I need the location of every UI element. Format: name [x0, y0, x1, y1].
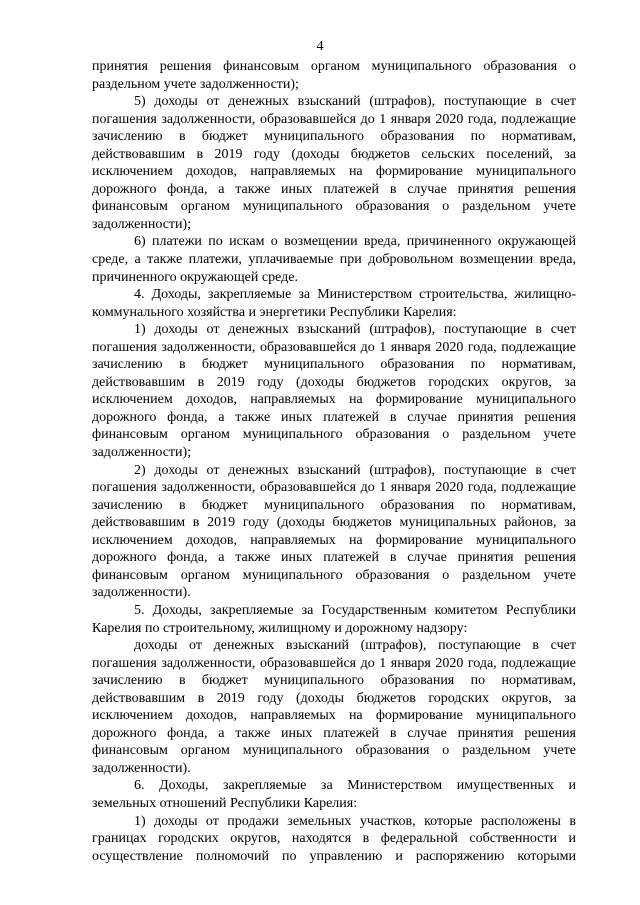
section-5-item: доходы от денежных взысканий (штрафов), поступающие в счет погашения задолженности, образовавшейся до 1 января 2020 года, подлежащие зачислению в бюджет муниципального образования по нормативам, действовавшим в 2019 году (доходы бюджетов городских округов, за исключением доходов, направляемых на формирование муниципального дорожного фонда, а также иных платежей в случае принятия решения финансовым органом муниципального образования о раздельном учете задолженности). — [92, 638, 576, 776]
section-4-item-1: 1) доходы от денежных взысканий (штрафов), поступающие в счет погашения задолженности, образовавшейся до 1 января 2020 года, подлежащие зачислению в бюджет муниципального образования по нормативам, действовавшим в 2019 году (доходы бюджетов городских округов, за исключением доходов, направляемых на формирование муниципального дорожного фонда, а также иных платежей в случае принятия решения финансовым органом муниципального образования о раздельном учете задолженности); — [92, 322, 576, 461]
section-6-heading: 6. Доходы, закрепляемые за Министерством имущественных и земельных отношений Республики Карелия: — [92, 778, 576, 811]
section-6-item-1: 1) доходы от продажи земельных участков, которые расположены в границах городских округов, находятся в федеральной собственности и осуществление полномочий по управлению и распоряжению которыми — [92, 813, 576, 864]
document-body — [92, 58, 576, 865]
section-5-heading: 5. Доходы, закрепляемые за Государственным комитетом Республики Карелия по строительному, жилищному и дорожному надзору: — [92, 602, 576, 636]
paragraph-item-6: 6) платежи по искам о возмещении вреда, причиненного окружающей среде, а также платежи, уплачиваемые при добровольном возмещении вреда, причиненного окружающей среде. — [92, 234, 576, 285]
paragraph-continuation: принятия решения финансовым органом муниципального образования о раздельном учете задолженности); — [92, 59, 576, 92]
section-4-item-2: 2) доходы от денежных взысканий (штрафов), поступающие в счет погашения задолженности, образовавшейся до 1 января 2020 года, подлежащие зачислению в бюджет муниципального образования по нормативам, действовавшим в 2019 году (доходы бюджетов муниципальных районов, за исключением доходов, направляемых на формирование муниципального дорожного фонда, а также иных платежей в случае принятия решения финансовым органом муниципального образования о раздельном учете задолженности). — [92, 462, 576, 601]
page-number: 4 — [316, 39, 324, 54]
paragraph-item-5: 5) доходы от денежных взысканий (штрафов), поступающие в счет погашения задолженности, образовавшейся до 1 января 2020 года, подлежащие зачислению в бюджет муниципального образования по нормативам, действовавшим в 2019 году (доходы бюджетов сельских поселений, за исключением доходов, направляемых на формирование муниципального дорожного фонда, а также иных платежей в случае принятия решения финансовым органом муниципального образования о раздельном учете задолженности); — [92, 94, 576, 232]
section-4-heading: 4. Доходы, закрепляемые за Министерством строительства, жилищно-коммунального хозяйства и энергетики Республики Карелия: — [92, 287, 576, 320]
